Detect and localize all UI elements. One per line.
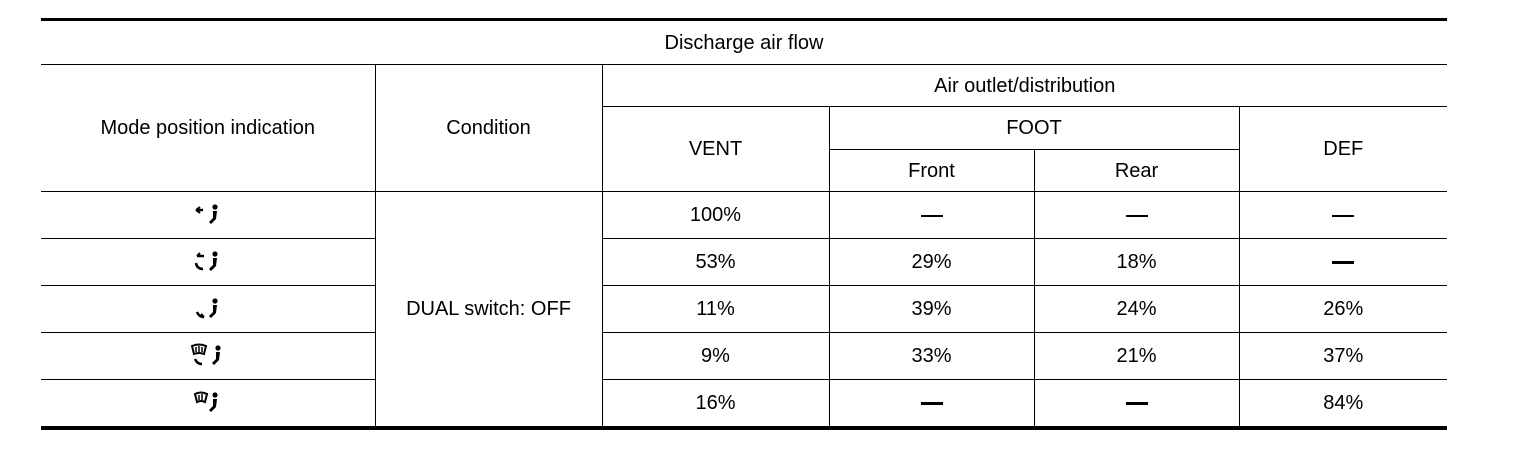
condition-cell: DUAL switch: OFF	[375, 192, 602, 429]
def-value: 26%	[1239, 286, 1447, 333]
mode-icon-cell	[41, 380, 375, 429]
table-row	[41, 239, 1447, 286]
table-title: Discharge air flow	[41, 20, 1447, 65]
bi-level-mode-icon	[193, 249, 223, 275]
def-value: 37%	[1239, 333, 1447, 380]
foot-rear-value: 24%	[1034, 286, 1239, 333]
dash-mark	[1126, 215, 1148, 217]
mode-icon-cell	[41, 192, 375, 239]
header-air-outlet: Air outlet/distribution	[602, 65, 1447, 107]
def-value	[1239, 239, 1447, 286]
foot-rear-value: 18%	[1034, 239, 1239, 286]
mode-icon-cell	[41, 286, 375, 333]
discharge-air-flow-table	[41, 18, 1447, 430]
header-def: DEF	[1239, 107, 1447, 192]
foot-mode-icon	[193, 296, 223, 322]
header-condition: Condition	[375, 65, 602, 192]
header-vent: VENT	[602, 107, 829, 192]
dash-mark	[1126, 402, 1148, 405]
dash-mark	[921, 402, 943, 405]
foot-rear-value	[1034, 192, 1239, 239]
foot-front-value: 29%	[829, 239, 1034, 286]
header-mode-position: Mode position indication	[41, 65, 375, 192]
vent-value: 9%	[602, 333, 829, 380]
vent-mode-icon	[193, 202, 223, 228]
table-row	[41, 286, 1447, 333]
foot-front-value	[829, 192, 1034, 239]
foot-rear-value: 21%	[1034, 333, 1239, 380]
dash-mark	[921, 215, 943, 217]
vent-value: 100%	[602, 192, 829, 239]
def-value	[1239, 192, 1447, 239]
table-row	[41, 192, 1447, 239]
foot-front-value	[829, 380, 1034, 429]
vent-value: 11%	[602, 286, 829, 333]
defrost-mode-icon	[193, 390, 223, 416]
foot-front-value: 33%	[829, 333, 1034, 380]
table-row	[41, 380, 1447, 429]
header-foot-rear: Rear	[1034, 150, 1239, 192]
header-foot-front: Front	[829, 150, 1034, 192]
table-row	[41, 333, 1447, 380]
mode-icon-cell	[41, 239, 375, 286]
vent-value: 53%	[602, 239, 829, 286]
header-foot: FOOT	[829, 107, 1239, 150]
foot-rear-value	[1034, 380, 1239, 429]
foot-front-value: 39%	[829, 286, 1034, 333]
defrost-foot-mode-icon	[190, 343, 226, 369]
dash-mark	[1332, 261, 1354, 264]
mode-icon-cell	[41, 333, 375, 380]
vent-value: 16%	[602, 380, 829, 429]
dash-mark	[1332, 215, 1354, 217]
def-value: 84%	[1239, 380, 1447, 429]
